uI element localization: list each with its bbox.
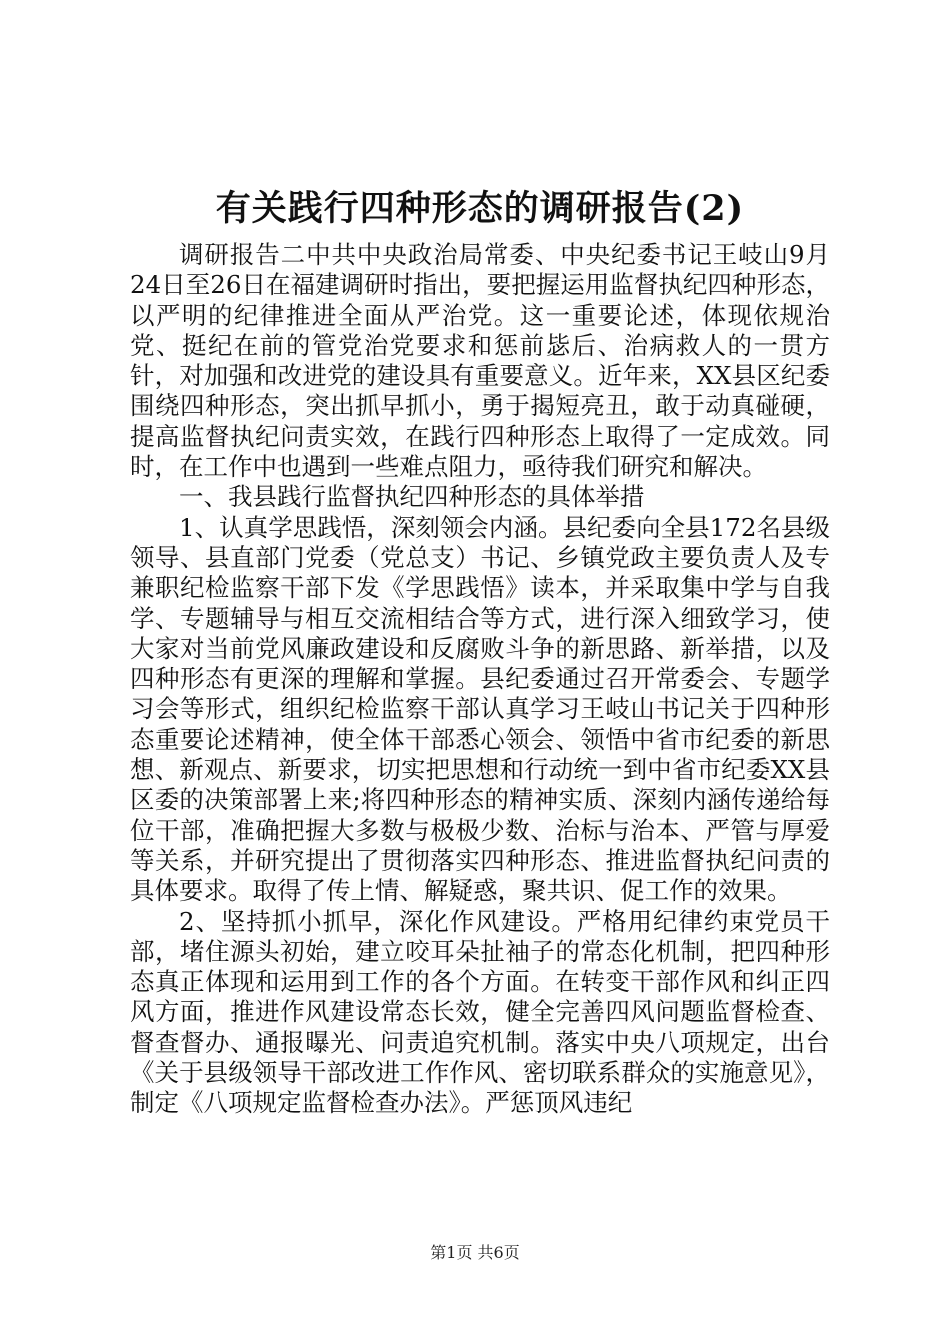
page-number-footer: 第1页 共6页 <box>430 1243 520 1262</box>
paragraph-intro: 调研报告二中共中央政治局常委、中央纪委书记王岐山9月24日至26日在福建调研时指出，要把握运用监督执纪四种形态，以严明的纪律推进全面从严治党。这一重要论述，体现依规治党、挺纪在前的管党治党要求和惩前毖后、治病救人的一贯方针，对加强和改进党的建设具有重要意义。近年来，XX县区纪委围绕四种形态，突出抓早抓小，勇于揭短亮丑，敢于动真碰硬，提高监督执纪问责实效，在践行四种形态上取得了一定成效。同时，在工作中也遇到一些难点阻力，亟待我们研究和解决。 <box>130 240 830 482</box>
paragraph-item-2: 2、坚持抓小抓早，深化作风建设。严格用纪律约束党员干部，堵住源头初始，建立咬耳朵扯袖子的常态化机制，把四种形态真正体现和运用到工作的各个方面。在转变干部作风和纠正四风方面，推进作风建设常态长效，健全完善四风问题监督检查、督查督办、通报曝光、问责追究机制。落实中央八项规定，出台《关于县级领导干部改进工作作风、密切联系群众的实施意见》，制定《八项规定监督检查办法》。严惩顶风违纪 <box>130 906 830 1118</box>
paragraph-section-heading: 一、我县践行监督执纪四种形态的具体举措 <box>179 482 645 512</box>
document-body <box>130 240 830 1119</box>
document-title: 有关践行四种形态的调研报告(2) <box>215 188 745 229</box>
paragraph-item-1: 1、认真学思践悟，深刻领会内涵。县纪委向全县172名县级领导、县直部门党委（党总支）书记、乡镇党政主要负责人及专兼职纪检监察干部下发《学思践悟》读本，并采取集中学与自我学、专题辅导与相互交流相结合等方式，进行深入细致学习，使大家对当前党风廉政建设和反腐败斗争的新思路、新举措，以及四种形态有更深的理解和掌握。县纪委通过召开常委会、专题学习会等形式，组织纪检监察干部认真学习王岐山书记关于四种形态重要论述精神，使全体干部悉心领会、领悟中省市纪委的新思想、新观点、新要求，切实把思想和行动统一到中省市纪委XX县区委的决策部署上来;将四种形态的精神实质、深刻内涵传递给每位干部，准确把握大多数与极极少数、治标与治本、严管与厚爱等关系，并研究提出了贯彻落实四种形态、推进监督执纪问责的具体要求。取得了传上情、解疑惑，聚共识、促工作的效果。 <box>130 512 830 906</box>
